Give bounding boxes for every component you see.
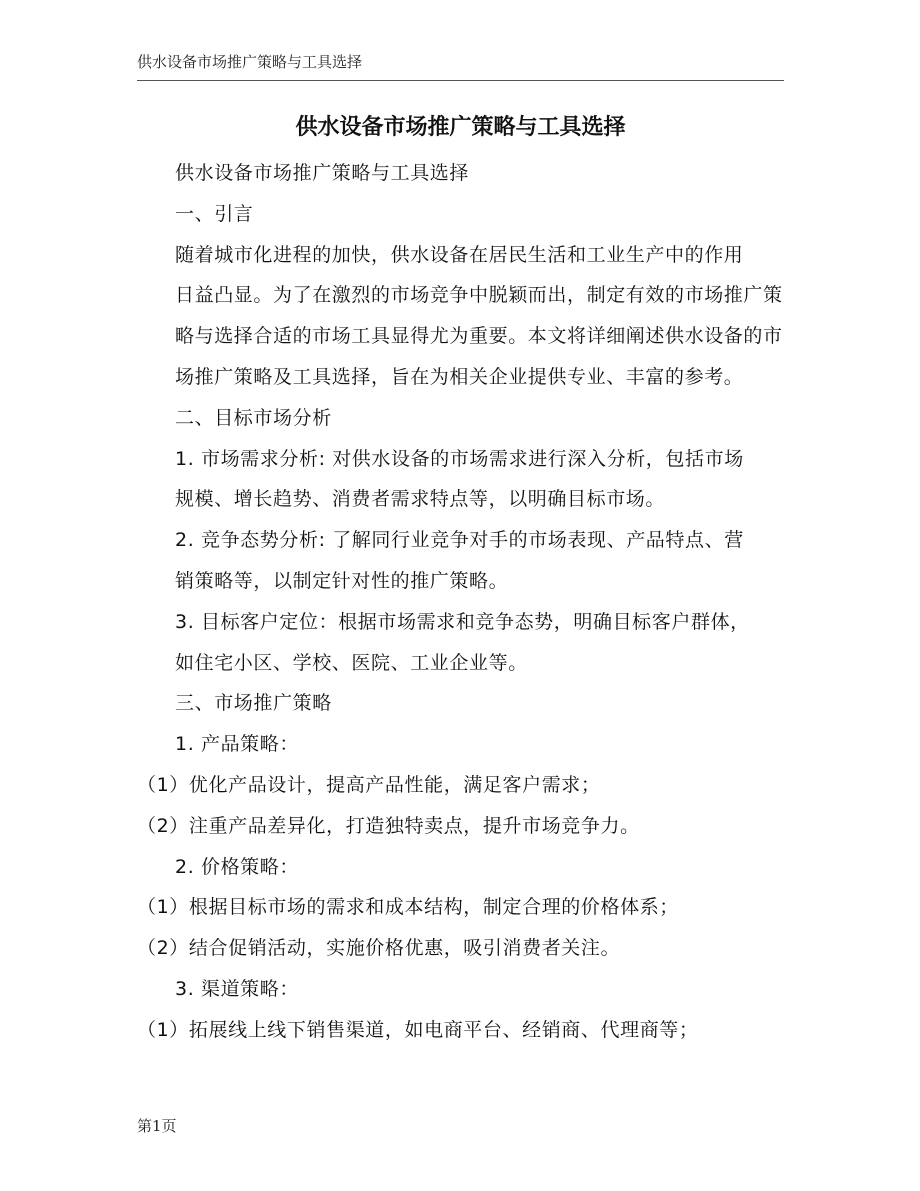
text-line: 3. 目标客户定位：根据市场需求和竞争态势，明确目标客户群体， xyxy=(175,610,750,633)
paragraph-intro xyxy=(137,235,784,398)
text-line: 三、市场推广策略 xyxy=(175,692,332,715)
text-line: 2. 价格策略： xyxy=(175,855,299,878)
paragraph-sec2-heading xyxy=(137,398,784,439)
text-line: 场推广策略及工具选择，旨在为相关企业提供专业、丰富的参考。 xyxy=(175,365,744,388)
text-line: 销策略等，以制定针对性的推广策略。 xyxy=(175,569,509,592)
text-line: 日益凸显。为了在激烈的市场竞争中脱颖而出，制定有效的市场推广策 xyxy=(175,284,783,307)
text-line: 一、引言 xyxy=(175,202,254,225)
text-line: 1. 市场需求分析: 对供水设备的市场需求进行深入分析，包括市场 xyxy=(175,447,744,470)
text-line: 1. 产品策略： xyxy=(175,733,299,756)
paragraph-sec3-item3 xyxy=(137,969,784,1010)
paragraph-sec2-item1 xyxy=(137,439,784,521)
paragraph-sec3-heading xyxy=(137,683,784,724)
paragraph-sec1-heading xyxy=(137,194,784,235)
text-line: 2. 竞争态势分析: 了解同行业竞争对手的市场表现、产品特点、营 xyxy=(175,529,744,552)
text-line: 二、目标市场分析 xyxy=(175,406,332,429)
document-title: 供水设备市场推广策略与工具选择 xyxy=(295,115,626,140)
page-number: 第1页 xyxy=(137,1117,177,1135)
paragraph-sec2-item3 xyxy=(137,602,784,684)
text-line: 随着城市化进程的加快，供水设备在居民生活和工业生产中的作用 xyxy=(175,243,744,266)
paragraph-sec3-item2-a xyxy=(137,887,784,928)
header-divider xyxy=(137,80,784,81)
text-line: （1）根据目标市场的需求和成本结构，制定合理的价格体系； xyxy=(137,896,679,919)
paragraph-sec3-item1-b xyxy=(137,806,784,847)
text-line: （1）拓展线上线下销售渠道，如电商平台、经销商、代理商等； xyxy=(137,1018,699,1041)
text-line: （2）注重产品差异化，打造独特卖点，提升市场竞争力。 xyxy=(137,814,640,837)
paragraph-sec3-item3-a xyxy=(137,1010,784,1051)
paragraph-sec2-item2 xyxy=(137,520,784,602)
text-line: 略与选择合适的市场工具显得尤为重要。本文将详细阐述供水设备的市 xyxy=(175,325,783,348)
text-line: （2）结合促销活动，实施价格优惠，吸引消费者关注。 xyxy=(137,937,621,960)
text-line: 3. 渠道策略： xyxy=(175,977,299,1000)
paragraph-sec3-item1 xyxy=(137,724,784,765)
running-header: 供水设备市场推广策略与工具选择 xyxy=(137,53,363,71)
text-line: （1）优化产品设计，提高产品性能，满足客户需求； xyxy=(137,773,601,796)
paragraph-sec3-item2 xyxy=(137,847,784,888)
document-body xyxy=(137,153,784,1051)
text-line: 供水设备市场推广策略与工具选择 xyxy=(175,162,470,184)
text-line: 如住宅小区、学校、医院、工业企业等。 xyxy=(175,651,528,674)
text-line: 规模、增长趋势、消费者需求特点等，以明确目标市场。 xyxy=(175,488,666,511)
paragraph-sec3-item2-b xyxy=(137,928,784,969)
paragraph-subtitle xyxy=(137,153,784,194)
paragraph-sec3-item1-a xyxy=(137,765,784,806)
